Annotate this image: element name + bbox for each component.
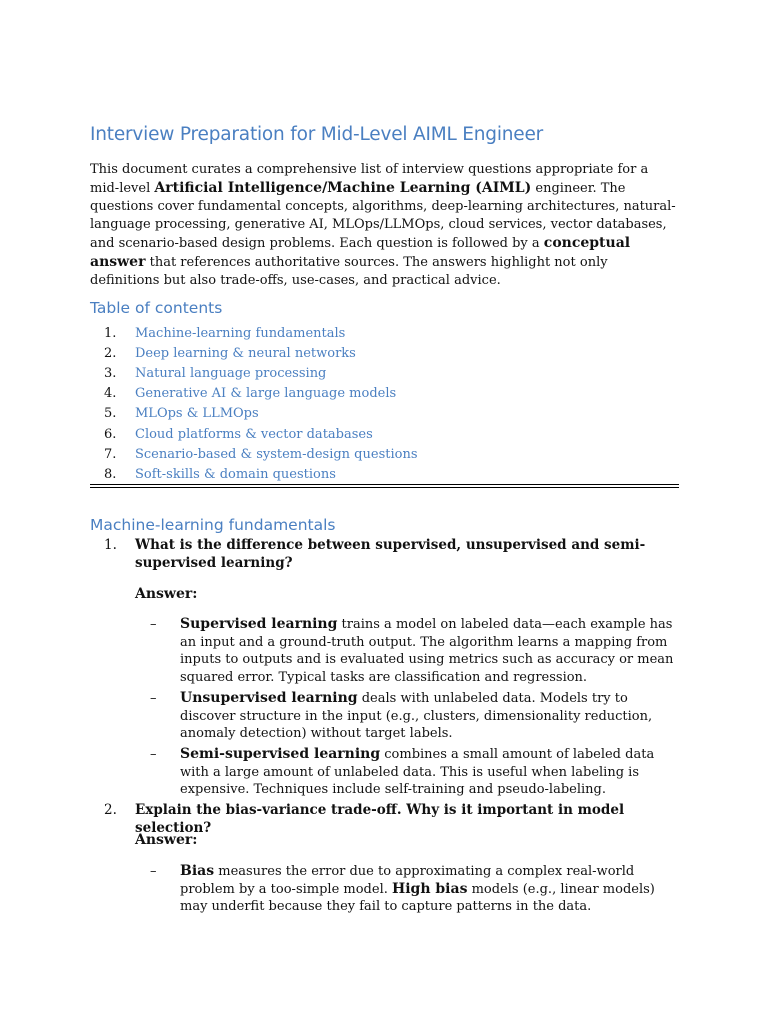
bullet-text [180,690,680,743]
toc-link-nlp[interactable]: Natural language processing [135,365,327,381]
dash-marker: – [150,617,157,632]
toc-number: 4. [104,386,117,402]
question-number: 1. [104,537,117,553]
intro-text-1: This document curates a comprehensive list of interview questions appropriate for a mid-level [90,162,649,196]
toc-number: 7. [104,446,117,462]
toc-item [90,464,680,484]
dash-marker: – [150,864,157,879]
answer-label: Answer: [135,832,198,848]
divider-line [90,484,679,485]
bullet-term: Supervised learning [180,616,338,632]
bullet-text [180,746,680,799]
divider-line [90,487,679,488]
answer-bullet [135,690,680,743]
toc-heading: Table of contents [90,299,223,317]
table-of-contents [90,323,680,485]
toc-link-soft-skills[interactable]: Soft-skills & domain questions [135,466,336,482]
bullet-term: Unsupervised learning [180,690,358,706]
toc-item [90,404,680,424]
intro-bold-2: conceptual answer [90,235,631,270]
toc-number: 8. [104,466,117,482]
intro-bold-1: Artificial Intelligence/Machine Learning (AIML) [154,180,532,196]
answer-bullet [135,616,680,686]
toc-link-scenario-design[interactable]: Scenario-based & system-design questions [135,446,418,462]
toc-number: 2. [104,345,117,361]
question-number: 2. [104,802,117,818]
bullet-text [180,616,680,686]
toc-item [90,424,680,444]
bullet-term: Semi-supervised learning [180,746,381,762]
answer-bullet [135,746,680,799]
toc-item [90,363,680,383]
toc-link-ml-fundamentals[interactable]: Machine-learning fundamentals [135,325,346,341]
question-item [90,537,680,572]
toc-link-cloud-platforms[interactable]: Cloud platforms & vector databases [135,426,373,442]
toc-link-mlops[interactable]: MLOps & LLMOps [135,406,259,422]
bullet-body: models (e.g., linear models) may underfit because they fail to capture patterns in the data. [180,881,655,915]
intro-text-2: engineer. The questions cover fundamental concepts, algorithms, deep-learning architectures, natural-language processing, generative AI, MLOps/LLMOps, cloud services, vector databases, and scenario-based design problems. Each question is followed by a [90,181,676,251]
toc-item [90,343,680,363]
toc-link-generative-ai[interactable]: Generative AI & large language models [135,386,397,402]
bullet-body: deals with unlabeled data. Models try to discover structure in the input (e.g., clusters, dimensionality reduction, anomaly detection) without target labels. [180,691,653,742]
answer-bullet [135,863,680,916]
question-text: What is the difference between supervised, unsupervised and semi-supervised learning? [135,537,646,571]
bullet-body: combines a small amount of labeled data with a large amount of unlabeled data. This is useful when labeling is expensive. Techniques include self-training and pseudo-labeling. [180,747,655,798]
toc-item [90,384,680,404]
question-text: Explain the bias-variance trade-off. Why is it important in model selection? [135,802,625,836]
toc-number: 6. [104,426,117,442]
bullet-term: High bias [392,880,468,897]
dash-marker: – [150,747,157,762]
toc-item [90,444,680,464]
document-title: Interview Preparation for Mid-Level AIML Engineer [90,124,544,145]
bullet-body: measures the error due to approximating a complex real-world problem by a too-simple model. [180,864,635,897]
toc-number: 5. [104,406,117,422]
toc-link-deep-learning[interactable]: Deep learning & neural networks [135,345,356,361]
toc-number: 1. [104,325,117,341]
dash-marker: – [150,691,157,706]
answer-label: Answer: [135,586,198,602]
intro-paragraph [90,161,680,290]
bullet-text [180,863,680,916]
toc-item [90,323,680,343]
intro-text-3: that references authoritative sources. The answers highlight not only definitions but also trade-offs, use-cases, and practical advice. [90,255,608,288]
toc-number: 3. [104,365,117,381]
bullet-term: Bias [180,863,215,879]
section-heading: Machine-learning fundamentals [90,516,336,534]
bullet-body: trains a model on labeled data—each example has an input and a ground-truth output. The algorithm learns a mapping from inputs to outputs and is evaluated using metrics such as accuracy or mean squared error. Typical tasks are classification and regression. [180,617,674,685]
